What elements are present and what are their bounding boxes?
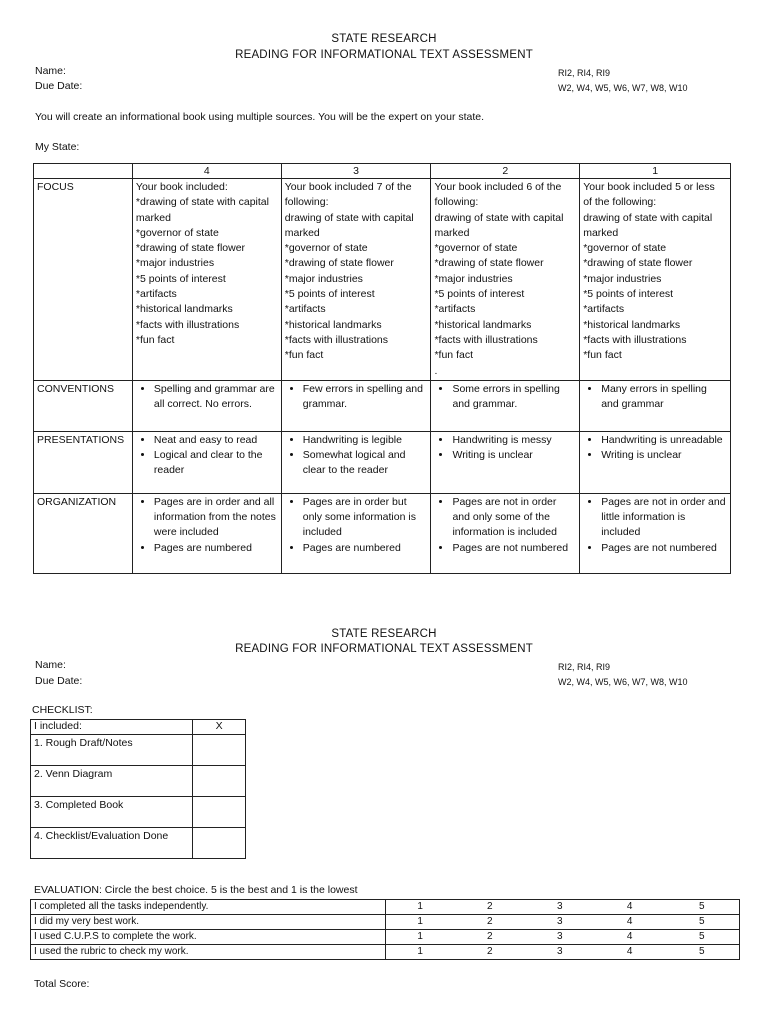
cell-line: *facts with illustrations	[434, 333, 538, 346]
cell-line: marked	[135, 211, 171, 224]
organization-cell	[431, 493, 580, 573]
bullet-list	[136, 495, 278, 556]
criterion-label: FOCUS	[34, 179, 133, 381]
focus-cell	[431, 179, 580, 381]
conventions-cell	[132, 380, 281, 431]
cell-line: *5 points of interest	[135, 272, 226, 285]
bullet-item: • Pages are numbered	[303, 541, 428, 556]
checklist-mark-box[interactable]	[193, 797, 246, 828]
instructions: You will create an informational book using multiple sources. You will be the expert on your state.	[35, 111, 485, 123]
rating-choice[interactable]: 3	[525, 930, 595, 945]
cell-line: *fun fact	[284, 349, 324, 362]
evaluation-statement: I used C.U.P.S to complete the work.	[31, 930, 386, 945]
checklist-item: 1. Rough Draft/Notes	[31, 735, 193, 766]
rating-choice[interactable]: 2	[455, 945, 525, 960]
bullet-item: • Pages are numbered	[154, 541, 278, 556]
cell-line: .	[434, 364, 438, 377]
checklist-header-row	[31, 720, 246, 735]
bullet-list	[583, 382, 727, 413]
rating-choice[interactable]: 4	[595, 930, 665, 945]
evaluation-statement: I used the rubric to check my work.	[31, 945, 386, 960]
focus-cell	[132, 179, 281, 381]
bullet-item: • Pages are in order but only some information is included	[303, 495, 428, 541]
evaluation-row	[31, 945, 740, 960]
cell-line: marked	[284, 226, 320, 239]
checklist-item: 4. Checklist/Evaluation Done	[31, 828, 193, 859]
checklist-item: 3. Completed Book	[31, 797, 193, 828]
rating-choice[interactable]: 1	[385, 900, 455, 915]
bullet-list	[136, 382, 278, 413]
checklist-mark-box[interactable]	[193, 735, 246, 766]
rating-choice[interactable]: 4	[595, 945, 665, 960]
checklist-table	[30, 719, 246, 859]
conventions-cell	[431, 380, 580, 431]
bullet-item: • Handwriting is unreadable	[601, 433, 727, 448]
bullet-list	[285, 433, 428, 479]
cell-line: following:	[284, 196, 329, 209]
page-subtitle: READING FOR INFORMATIONAL TEXT ASSESSMENT	[235, 643, 533, 655]
bullet-item: • Spelling and grammar are all correct. No errors.	[154, 382, 278, 413]
rubric-corner	[34, 164, 133, 179]
cell-line: *facts with illustrations	[135, 318, 240, 331]
standards-w: W2, W4, W5, W6, W7, W8, W10	[558, 83, 688, 93]
bullet-item: • Somewhat logical and clear to the reader	[303, 448, 428, 479]
cell-line: Your book included:	[135, 181, 228, 193]
cell-line: *governor of state	[434, 242, 518, 255]
bullet-item: • Writing is unclear	[601, 448, 727, 463]
due-date-label: Due Date:	[35, 675, 83, 687]
name-label: Name:	[35, 659, 66, 671]
rating-choice[interactable]: 3	[525, 900, 595, 915]
cell-line: drawing of state with capital	[284, 211, 414, 224]
cell-line: *historical landmarks	[434, 318, 532, 331]
presentations-cell	[132, 431, 281, 493]
evaluation-row	[31, 930, 740, 945]
checklist-col-item: I included:	[31, 720, 193, 735]
rating-choice[interactable]: 5	[665, 945, 740, 960]
rating-choice[interactable]: 4	[595, 915, 665, 930]
bullet-list	[583, 495, 727, 556]
cell-line: *governor of state	[135, 226, 219, 239]
rating-choice[interactable]: 5	[665, 915, 740, 930]
checklist-heading: CHECKLIST:	[32, 704, 93, 716]
evaluation-heading: EVALUATION: Circle the best choice. 5 is the best and 1 is the lowest	[34, 884, 358, 896]
cell-line: *5 points of interest	[583, 288, 674, 301]
rating-choice[interactable]: 5	[665, 930, 740, 945]
conventions-cell	[580, 380, 731, 431]
cell-line: drawing of state with capital	[583, 211, 713, 224]
organization-cell	[132, 493, 281, 573]
cell-line: *5 points of interest	[284, 288, 375, 301]
cell-line: *major industries	[583, 272, 662, 285]
my-state-label: My State:	[35, 141, 80, 153]
cell-line: *artifacts	[434, 303, 476, 316]
bullet-item: • Pages are not in order and little information is included	[601, 495, 727, 541]
cell-line: *artifacts	[135, 288, 177, 301]
rating-choice[interactable]: 1	[385, 930, 455, 945]
rating-choice[interactable]: 4	[595, 900, 665, 915]
bullet-item: • Pages are not numbered	[452, 541, 576, 556]
evaluation-row	[31, 900, 740, 915]
standards-w: W2, W4, W5, W6, W7, W8, W10	[558, 677, 688, 687]
focus-cell	[580, 179, 731, 381]
checklist-row	[31, 766, 246, 797]
cell-line: *fun fact	[583, 349, 622, 362]
checklist-row	[31, 735, 246, 766]
bullet-item: • Handwriting is legible	[303, 433, 428, 448]
bullet-item: • Many errors in spelling and grammar	[601, 382, 727, 413]
cell-line: *facts with illustrations	[583, 333, 687, 346]
checklist-mark-box[interactable]	[193, 828, 246, 859]
cell-line: drawing of state with capital	[434, 211, 564, 224]
evaluation-statement: I did my very best work.	[31, 915, 386, 930]
cell-line: *facts with illustrations	[284, 333, 389, 346]
rubric-row-presentations	[34, 431, 731, 493]
bullet-item: • Few errors in spelling and grammar.	[303, 382, 428, 413]
organization-cell	[580, 493, 731, 573]
checklist-row	[31, 828, 246, 859]
conventions-cell	[281, 380, 431, 431]
score-header: 1	[580, 164, 731, 179]
score-header: 2	[431, 164, 580, 179]
cell-line: *governor of state	[284, 242, 368, 255]
bullet-list	[285, 382, 428, 413]
cell-line: *historical landmarks	[284, 318, 382, 331]
bullet-list	[434, 382, 576, 413]
cell-line: *artifacts	[583, 303, 625, 316]
cell-line: Your book included 5 or less	[583, 181, 715, 193]
rubric-table	[33, 163, 731, 574]
rating-choice[interactable]: 2	[455, 930, 525, 945]
checklist-mark-box[interactable]	[193, 766, 246, 797]
cell-line: *fun fact	[135, 333, 175, 346]
total-score-label: Total Score:	[34, 978, 90, 990]
bullet-item: • Handwriting is messy	[452, 433, 576, 448]
cell-line: *fun fact	[434, 349, 473, 362]
cell-line: *drawing of state flower	[284, 257, 394, 270]
bullet-list	[434, 495, 576, 556]
cell-line: *drawing of state flower	[434, 257, 544, 270]
rating-choice[interactable]: 1	[385, 915, 455, 930]
cell-line: *major industries	[434, 272, 513, 285]
cell-line: Your book included 7 of the	[284, 181, 412, 193]
bullet-list	[434, 433, 576, 464]
page-title: STATE RESEARCH	[331, 33, 437, 45]
cell-line: *artifacts	[284, 303, 326, 316]
bullet-item: • Some errors in spelling and grammar.	[452, 382, 576, 413]
rating-choice[interactable]: 2	[455, 915, 525, 930]
bullet-list	[285, 495, 428, 556]
cell-line: *governor of state	[583, 242, 667, 255]
rating-choice[interactable]: 1	[385, 945, 455, 960]
name-label: Name:	[35, 65, 66, 77]
criterion-label: CONVENTIONS	[34, 380, 133, 431]
cell-line: *major industries	[135, 257, 215, 270]
rating-choice[interactable]: 3	[525, 915, 595, 930]
criterion-label: ORGANIZATION	[34, 493, 133, 573]
cell-line: following:	[434, 196, 479, 209]
cell-line: *historical landmarks	[583, 318, 681, 331]
cell-line: marked	[583, 226, 619, 239]
organization-cell	[281, 493, 431, 573]
checklist-row	[31, 797, 246, 828]
score-header: 4	[132, 164, 281, 179]
cell-line: *historical landmarks	[135, 303, 233, 316]
due-date-label: Due Date:	[35, 80, 83, 92]
bullet-list	[583, 433, 727, 464]
rubric-row-conventions	[34, 380, 731, 431]
presentations-cell	[281, 431, 431, 493]
standards-ri: RI2, RI4, RI9	[558, 68, 611, 78]
cell-line: *drawing of state with capital	[135, 196, 269, 209]
cell-line: *5 points of interest	[434, 288, 525, 301]
rating-choice[interactable]: 5	[665, 900, 740, 915]
evaluation-row	[31, 915, 740, 930]
bullet-item: • Neat and easy to read	[154, 433, 278, 448]
evaluation-statement: I completed all the tasks independently.	[31, 900, 386, 915]
page-title: STATE RESEARCH	[331, 628, 437, 640]
cell-line: of the following:	[583, 196, 657, 209]
presentations-cell	[580, 431, 731, 493]
bullet-item: • Pages are in order and all information from the notes were included	[154, 495, 278, 541]
rubric-row-organization	[34, 493, 731, 573]
evaluation-table	[30, 899, 740, 960]
cell-line: *drawing of state flower	[135, 242, 246, 255]
criterion-label: PRESENTATIONS	[34, 431, 133, 493]
presentations-cell	[431, 431, 580, 493]
checklist-col-mark: X	[193, 720, 246, 735]
bullet-item: • Writing is unclear	[452, 448, 576, 463]
rating-choice[interactable]: 3	[525, 945, 595, 960]
rating-choice[interactable]: 2	[455, 900, 525, 915]
cell-line: Your book included 6 of the	[434, 181, 562, 193]
score-header: 3	[281, 164, 431, 179]
bullet-item: • Pages are not numbered	[601, 541, 727, 556]
rubric-header-row	[34, 164, 731, 179]
bullet-item: • Pages are not in order and only some of the information is included	[452, 495, 576, 541]
bullet-list	[136, 433, 278, 479]
page-subtitle: READING FOR INFORMATIONAL TEXT ASSESSMENT	[235, 49, 533, 61]
cell-line: *drawing of state flower	[583, 257, 693, 270]
standards-ri: RI2, RI4, RI9	[558, 662, 611, 672]
bullet-item: • Logical and clear to the reader	[154, 448, 278, 479]
rubric-row-focus	[34, 179, 731, 381]
cell-line: marked	[434, 226, 470, 239]
cell-line: *major industries	[284, 272, 363, 285]
checklist-item: 2. Venn Diagram	[31, 766, 193, 797]
focus-cell	[281, 179, 431, 381]
